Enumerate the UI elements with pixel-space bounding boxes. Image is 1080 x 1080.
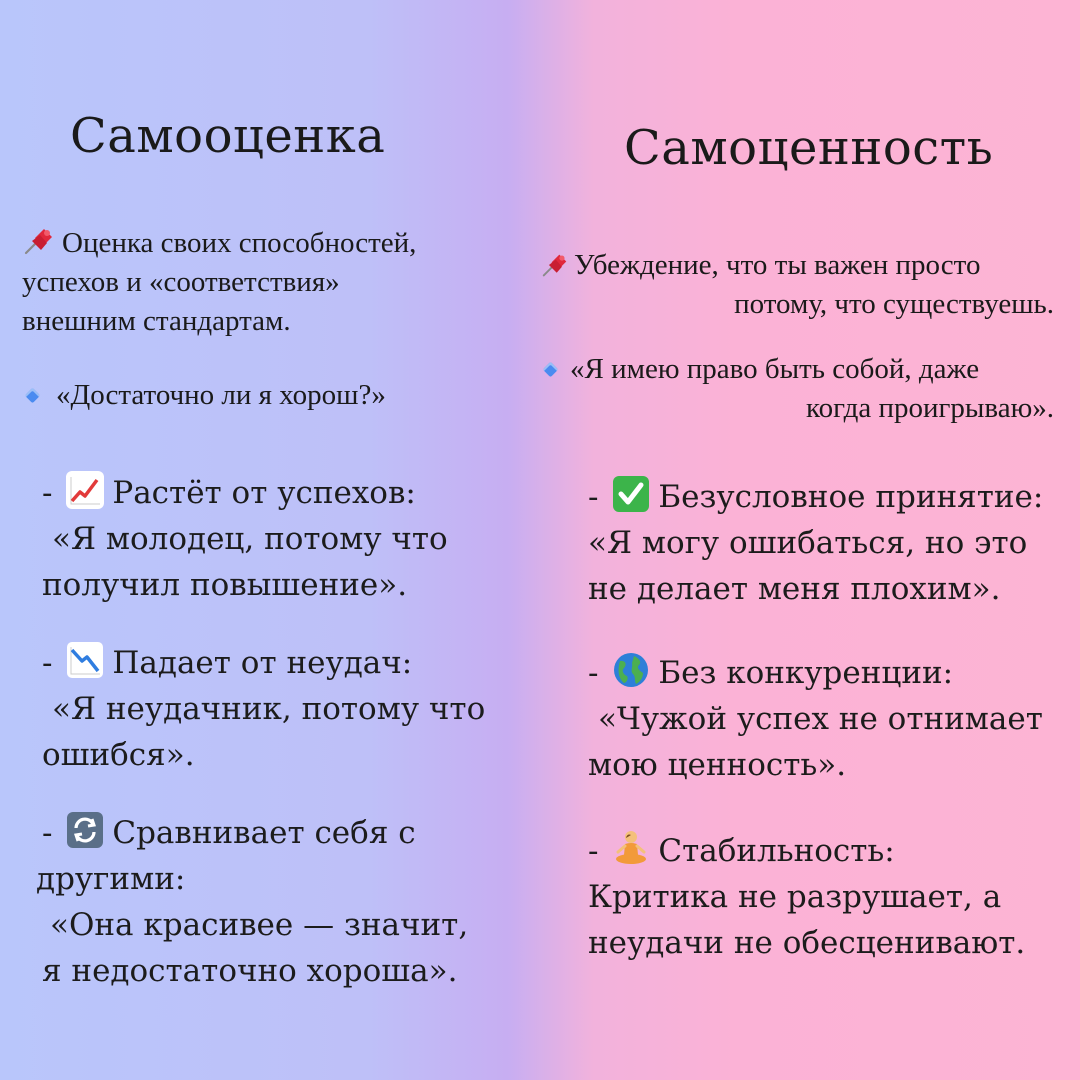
left-item-line: получил повышение».: [42, 567, 408, 603]
right-column: [540, 0, 1080, 1080]
left-item-falls: [42, 640, 485, 778]
repeat-arrows-icon: [66, 811, 104, 849]
left-item-grows: [42, 470, 448, 608]
right-quote-line: когда проигрываю».: [806, 392, 1054, 424]
pushpin-icon: [22, 226, 56, 256]
right-quote-line: «Я имею право быть собой, даже: [570, 353, 980, 385]
meditation-icon: [612, 829, 650, 867]
left-item-compares: [36, 810, 469, 994]
blue-diamond-icon: [543, 362, 559, 378]
dash: -: [588, 655, 599, 691]
left-definition-line: успехов и «соответствия»: [22, 266, 340, 298]
dash: -: [588, 833, 599, 869]
left-item-line: другими:: [36, 861, 186, 897]
right-item-line: «Чужой успех не отнимает: [598, 701, 1043, 737]
left-item-line: «Я неудачник, потому что: [52, 691, 486, 727]
right-item-heading: Стабильность:: [658, 833, 895, 869]
dash: -: [588, 479, 599, 515]
left-definition: [22, 224, 416, 341]
globe-icon: [612, 651, 650, 689]
right-item-line: Критика не разрушает, а: [588, 879, 1002, 915]
right-item-line: неудачи не обесценивают.: [588, 925, 1026, 961]
right-title: Самоценность: [624, 120, 994, 176]
left-question-text: «Достаточно ли я хорош?»: [56, 379, 386, 411]
left-item-heading: Сравнивает себя с: [112, 815, 416, 851]
chart-decreasing-icon: [66, 641, 104, 679]
right-item-no-competition: [588, 650, 1043, 788]
left-item-heading: Растёт от успехов:: [112, 475, 416, 511]
left-title: Самооценка: [70, 108, 386, 164]
left-item-line: я недостаточно хороша».: [42, 953, 458, 989]
right-item-line: мою ценность».: [588, 747, 847, 783]
dash: -: [42, 475, 53, 511]
right-item-heading: Без конкуренции:: [658, 655, 954, 691]
blue-diamond-icon: [25, 388, 41, 404]
right-item-line: не делает меня плохим».: [588, 571, 1001, 607]
left-item-line: «Я молодец, потому что: [52, 521, 448, 557]
right-item-stability: [588, 828, 1025, 966]
chart-increasing-icon: [66, 471, 104, 509]
right-definition-line: потому, что существуешь.: [734, 288, 1054, 320]
right-item-line: «Я могу ошибаться, но это: [588, 525, 1028, 561]
right-item-acceptance: [588, 474, 1043, 612]
check-mark-icon: [612, 475, 650, 513]
left-definition-line: внешним стандартам.: [22, 305, 291, 337]
left-definition-line: Оценка своих способностей,: [62, 227, 417, 259]
right-item-heading: Безусловное принятие:: [658, 479, 1044, 515]
right-definition-line: Убеждение, что ты важен просто: [574, 249, 981, 281]
right-quote: [540, 350, 1058, 428]
left-item-line: ошибся».: [42, 737, 195, 773]
left-item-heading: Падает от неудач:: [112, 645, 413, 681]
dash: -: [42, 645, 53, 681]
right-definition: [540, 246, 1058, 324]
left-question: [22, 376, 386, 415]
left-item-line: «Она красивее — значит,: [50, 907, 469, 943]
dash: -: [42, 815, 53, 851]
pushpin-icon: [540, 252, 570, 278]
